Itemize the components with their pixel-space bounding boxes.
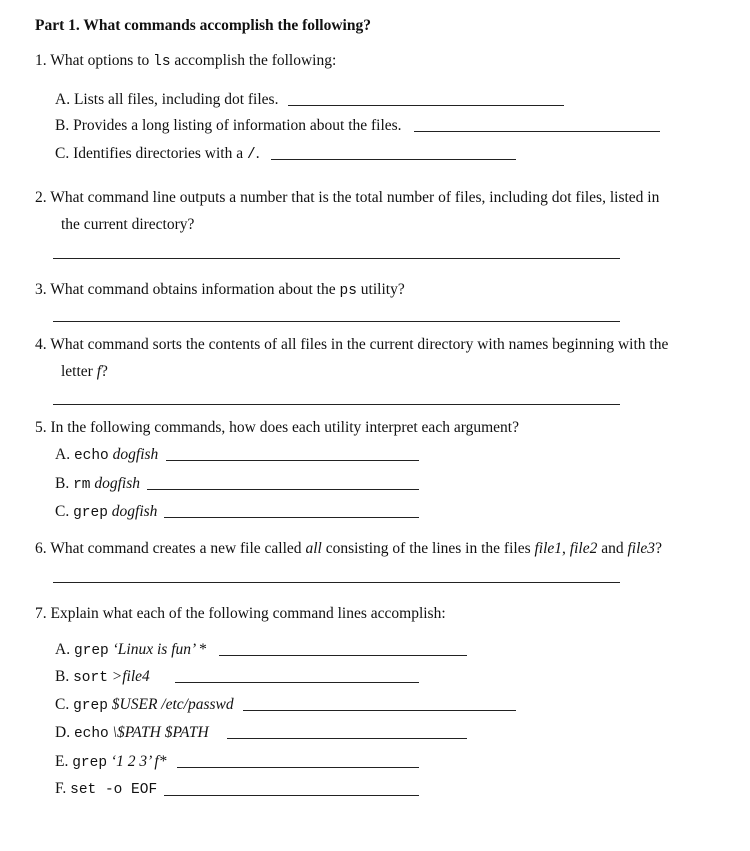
question-text-continued (61, 364, 108, 380)
question-2 (35, 190, 659, 206)
item-label: D. (55, 724, 71, 741)
question-end: ? (655, 540, 662, 557)
question-number: 1. (35, 52, 47, 69)
q7-item-f (55, 781, 157, 798)
question-text-pre: What options to (50, 52, 150, 69)
argument: dogfish (94, 475, 141, 492)
question-number: 7. (35, 605, 47, 622)
answer-line[interactable] (164, 517, 419, 518)
answer-line[interactable] (271, 159, 516, 160)
q7-item-a (55, 642, 206, 659)
answer-line[interactable] (414, 131, 660, 132)
page-title: Part 1. What commands accomplish the following? (35, 17, 371, 34)
q5-item-c (55, 504, 157, 521)
item-label: A. (55, 446, 71, 463)
question-4 (35, 337, 668, 353)
q7-item-d (55, 725, 209, 742)
question-5 (35, 420, 519, 436)
question-number: 2. (35, 189, 47, 206)
argument: ‘1 2 3’ f* (110, 753, 167, 770)
question-text: What command line outputs a number that is the total number of files, including dot files, listed in (50, 189, 660, 206)
question-text-post: utility? (360, 281, 405, 298)
question-text: Explain what each of the following command lines accomplish: (50, 605, 446, 622)
answer-line[interactable] (53, 582, 620, 583)
command: echo (73, 448, 109, 464)
argument: >file4 (111, 668, 150, 685)
argument: dogfish (112, 446, 159, 463)
answer-line[interactable] (53, 321, 620, 322)
item-label: C. (55, 696, 70, 713)
command: grep (72, 755, 108, 771)
question-text-post: accomplish the following: (174, 52, 337, 69)
filename-file2: file2 (569, 540, 598, 557)
question-text-mid: consisting of the lines in the files (325, 540, 531, 557)
item-tail: . (255, 145, 260, 162)
question-number: 3. (35, 281, 47, 298)
question-6 (35, 541, 662, 557)
inline-code: / (246, 147, 256, 163)
question-number: 4. (35, 336, 47, 353)
item-label: C. (55, 503, 70, 520)
question-text-continued: the current directory? (61, 216, 195, 233)
q1-item-a (55, 92, 278, 108)
item-label: B. (55, 475, 70, 492)
answer-line[interactable] (147, 489, 419, 490)
answer-line[interactable] (175, 682, 419, 683)
item-label: E. (55, 753, 69, 770)
answer-line[interactable] (166, 460, 419, 461)
question-3 (35, 282, 405, 299)
question-text: What command sorts the contents of all files in the current directory with names beginning with the (50, 336, 669, 353)
question-7 (35, 606, 446, 622)
command: set -o EOF (70, 782, 158, 798)
command: grep (73, 643, 109, 659)
filename-all: all (305, 540, 322, 557)
item-label: C. (55, 145, 70, 162)
question-text-pre: What command obtains information about the (50, 281, 336, 298)
answer-line[interactable] (53, 258, 620, 259)
question-text-pre: What command creates a new file called (50, 540, 302, 557)
command: rm (73, 477, 91, 493)
q7-item-e (55, 754, 166, 771)
comma: , (562, 540, 566, 557)
item-text: Provides a long listing of information about the files. (73, 117, 402, 134)
conjunction: and (601, 540, 624, 557)
inline-code: ls (153, 54, 171, 70)
answer-line[interactable] (177, 767, 419, 768)
q1-item-c (55, 146, 260, 163)
item-label: A. (55, 641, 71, 658)
command: grep (73, 505, 108, 521)
command: echo (73, 726, 109, 742)
q5-item-b (55, 476, 140, 493)
item-label: F. (55, 780, 67, 797)
question-text: In the following commands, how does each utility interpret each argument? (50, 419, 519, 436)
command: grep (73, 698, 108, 714)
command: sort (73, 670, 108, 686)
item-label: A. (55, 91, 71, 108)
answer-line[interactable] (243, 710, 516, 711)
item-label: B. (55, 668, 70, 685)
q5-item-a (55, 447, 158, 464)
answer-line[interactable] (227, 738, 467, 739)
item-text: Identifies directories with a (73, 145, 244, 162)
q7-item-c (55, 697, 234, 714)
inline-code: ps (339, 283, 357, 299)
text-pre: letter (61, 363, 93, 380)
answer-line[interactable] (53, 404, 620, 405)
argument: $USER /etc/passwd (111, 696, 234, 713)
answer-line[interactable] (288, 105, 564, 106)
q7-item-b (55, 669, 150, 686)
item-label: B. (55, 117, 70, 134)
argument: \$PATH $PATH (112, 724, 209, 741)
answer-line[interactable] (219, 655, 467, 656)
q1-item-b (55, 118, 402, 134)
filename-file3: file3 (627, 540, 656, 557)
italic-letter: f (96, 363, 102, 380)
argument: ‘Linux is fun’ * (112, 641, 207, 658)
question-number: 6. (35, 540, 47, 557)
answer-line[interactable] (164, 795, 419, 796)
question-number: 5. (35, 419, 47, 436)
filename-file1: file1 (534, 540, 563, 557)
item-text: Lists all files, including dot files. (73, 91, 279, 108)
text-post: ? (101, 363, 108, 380)
question-1 (35, 53, 336, 70)
argument: dogfish (111, 503, 158, 520)
